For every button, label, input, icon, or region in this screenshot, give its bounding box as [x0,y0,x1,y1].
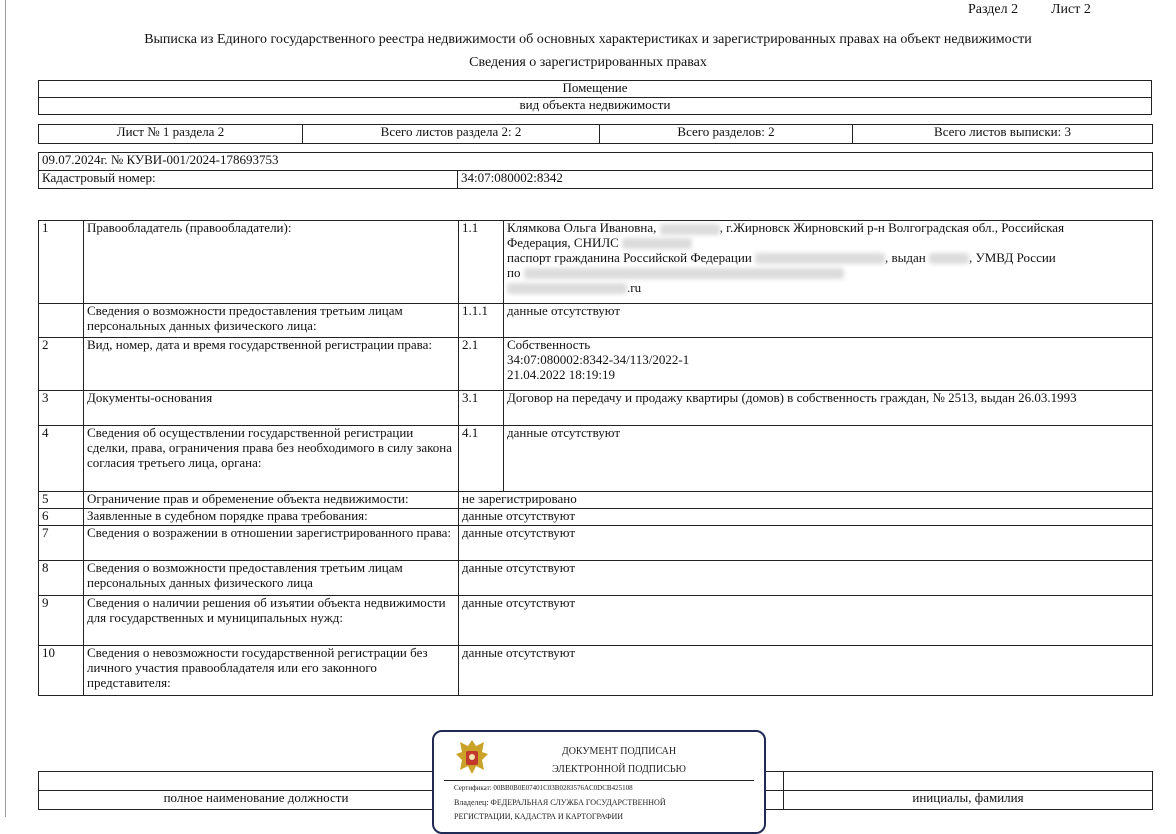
row-label: Сведения о наличии решения об изъятии объекта недвижимости для государственных и муниципальных нужд: [84,596,459,646]
stamp-certificate: Сертификат: 00BB0B0E07401C03B0283576AC0DCB425108 [454,784,633,792]
total-section-sheets: Всего листов раздела 2: 2 [303,125,600,144]
row-number: 7 [39,526,84,561]
cadastral-label: Кадастровый номер: [39,171,458,189]
table-row [39,221,1153,304]
row-value: данные отсутствуют [459,646,1153,696]
row-label: Сведения о невозможности государственной регистрации без личного участия правообладателя или его законного представителя: [84,646,459,696]
right-type: Собственность [507,337,591,352]
identification-table [38,152,1153,189]
row-number: 2 [39,338,84,391]
registration-number: 34:07:080002:8342-34/113/2022-1 [507,351,690,367]
table-row [39,391,1153,426]
sheets-info-table [38,124,1153,144]
row-number: 10 [39,646,84,696]
signature-blank-cell [784,772,1153,791]
object-name: Помещение [39,81,1152,98]
stamp-line-2: ЭЛЕКТРОННОЙ ПОДПИСЬЮ [552,764,686,775]
holder-passport-authority: , УМВД России [969,249,1056,265]
row-value: данные отсутствуют [459,561,1153,596]
registration-datetime: 21.04.2022 18:19:19 [507,366,615,382]
right-holder-info [504,221,1153,304]
row-number: 6 [39,509,84,526]
row-subnumber: 3.1 [459,391,504,426]
row-label: Ограничение прав и обременение объекта недвижимости: [84,492,459,509]
holder-snils: Федерация, СНИЛС [507,234,619,250]
stamp-owner-cont: РЕГИСТРАЦИИ, КАДАСТРА И КАРТОГРАФИИ [454,812,624,821]
row-label: Правообладатель (правообладатели): [84,221,459,304]
row-value: Договор на передачу и продажу квартиры (домов) в собственность граждан, № 2513, выдан 26.03.1993 [504,391,1153,426]
stamp-divider [444,780,754,781]
table-row [39,426,1153,492]
total-sections: Всего разделов: 2 [600,125,853,144]
holder-authority-cont: по [507,264,521,280]
row-value: данные отсутствуют [459,596,1153,646]
redacted-block [507,283,627,294]
table-row [39,646,1153,696]
total-extract-sheets: Всего листов выписки: 3 [853,125,1153,144]
stamp-owner: Владелец: ФЕДЕРАЛЬНАЯ СЛУЖБА ГОСУДАРСТВЕННОЙ [454,798,666,807]
sheet-number: Лист 2 [1051,2,1091,17]
row-subnumber: 4.1 [459,426,504,492]
stamp-line-1: ДОКУМЕНТ ПОДПИСАН [561,746,677,757]
initials-label: инициалы, фамилия [784,791,1153,810]
redacted-block [755,253,885,264]
row-value: не зарегистрировано [459,492,1153,509]
position-label: полное наименование должности [39,791,474,810]
table-row [39,338,1153,391]
row-number: 4 [39,426,84,492]
object-type-table [38,80,1152,115]
object-kind-label: вид объекта недвижимости [39,98,1152,115]
holder-email-domain: .ru [627,279,642,295]
row-label: Сведения о возможности предоставления третьим лицам персональных данных физического лица [84,561,459,596]
row-subnumber: 2.1 [459,338,504,391]
row-value: данные отсутствуют [504,426,1153,492]
signature-blank-cell [39,772,474,791]
redacted-block [524,268,844,279]
sheet-no: Лист № 1 раздела 2 [39,125,303,144]
row-label: Сведения о возражении в отношении зарегистрированного права: [84,526,459,561]
redacted-block [622,238,692,249]
rights-table [38,220,1153,696]
row-number: 5 [39,492,84,509]
table-row [39,596,1153,646]
row-value: данные отсутствуют [504,304,1153,338]
table-row [39,561,1153,596]
holder-passport-issued: , выдан [885,249,926,265]
extract-date-number: 09.07.2024г. № КУВИ-001/2024-178693753 [39,153,1153,171]
document-title: Выписка из Единого государственного реестра недвижимости об основных характеристиках и зарегистрированных правах на объект недвижимости [144,32,1032,47]
table-row [39,526,1153,561]
row-number: 1 [39,221,84,304]
coat-of-arms-icon [452,736,492,778]
row-subnumber: 1.1.1 [459,304,504,338]
registration-info [504,338,1153,391]
e-signature-stamp [432,730,766,834]
document-subtitle: Сведения о зарегистрированных правах [469,55,707,70]
row-number: 8 [39,561,84,596]
row-value: данные отсутствуют [459,526,1153,561]
cadastral-value: 34:07:080002:8342 [458,171,1153,189]
table-row [39,304,1153,338]
holder-name: Клямкова Ольга Ивановна, [507,220,657,235]
holder-address: , г.Жирновск Жирновский р-н Волгоградская обл., Российская [719,220,1065,235]
row-label: Сведения об осуществлении государственной регистрации сделки, права, ограничения права без необходимого в силу закона согласия третьего лица, органа: [84,426,459,492]
row-label: Вид, номер, дата и время государственной регистрации права: [84,338,459,391]
redacted-block [929,253,969,264]
row-label: Заявленные в судебном порядке права требования: [84,509,459,526]
row-number: 9 [39,596,84,646]
row-label: Документы-основания [84,391,459,426]
row-label: Сведения о возможности предоставления третьим лицам персональных данных физического лица: [84,304,459,338]
redacted-block [660,224,720,235]
holder-passport: паспорт гражданина Российской Федерации [507,249,752,265]
row-subnumber: 1.1 [459,221,504,304]
section-number: Раздел 2 [968,2,1019,17]
table-row [39,509,1153,526]
table-row [39,492,1153,509]
page-left-edge [5,0,6,817]
row-value: данные отсутствуют [459,509,1153,526]
row-number [39,304,84,338]
row-number: 3 [39,391,84,426]
